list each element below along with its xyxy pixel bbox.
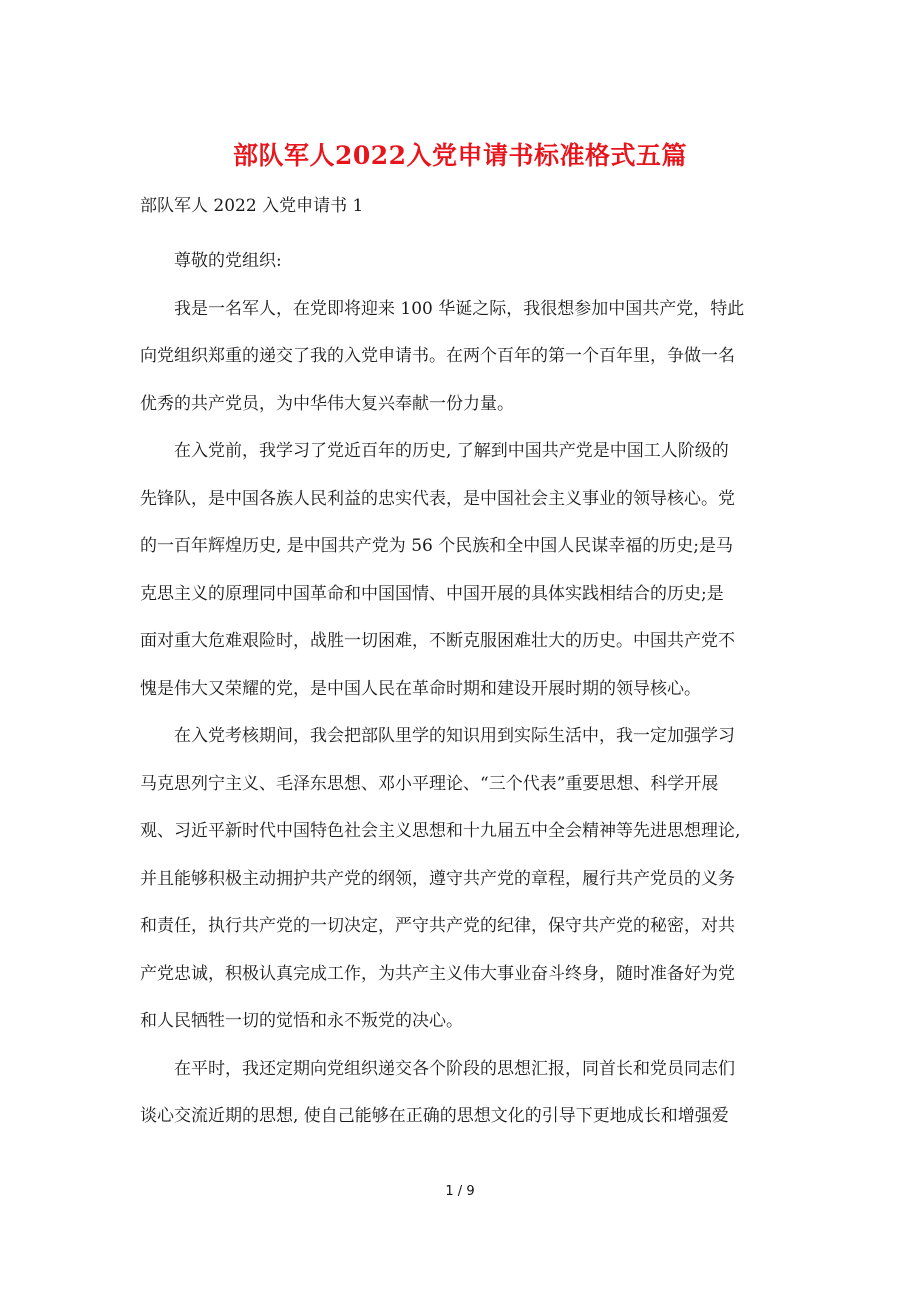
text-line: 和责任，执行共产党的一切决定，严守共产党的纪律，保守共产党的秘密，对共 <box>140 916 735 936</box>
text-line: 的一百年辉煌历史, 是中国共产党为 56 个民族和全中国人民谋幸福的历史;是马 <box>140 536 733 556</box>
text-line: 面对重大危难艰险时，战胜一切困难，不断克服困难壮大的历史。中国共产党不 <box>140 631 735 651</box>
page-number: 1 / 9 <box>445 1184 475 1199</box>
text-line: 优秀的共产党员，为中华伟大复兴奉献一份力量。 <box>140 393 514 414</box>
text-line: 产党忠诚，积极认真完成工作，为共产主义伟大事业奋斗终身，随时准备好为党 <box>140 963 735 984</box>
document-title: 部队军人2022入党申请书标准格式五篇 <box>232 141 688 170</box>
text-line: 并且能够积极主动拥护共产党的纲领，遵守共产党的章程，履行共产党员的义务 <box>140 868 735 889</box>
text-line: 和人民牺牲一切的觉悟和永不叛党的决心。 <box>140 1011 463 1031</box>
text-line: 尊敬的党组织: <box>174 251 282 271</box>
text-line: 我是一名军人，在党即将迎来 100 华诞之际，我很想参加中国共产党，特此 <box>174 298 745 319</box>
text-line: 观、习近平新时代中国特色社会主义思想和十九届五中全会精神等先进思想理论, <box>140 821 741 841</box>
section-heading: 部队军人 2022 入党申请书 1 <box>140 196 364 216</box>
text-line: 在入党考核期间，我会把部队里学的知识用到实际生活中，我一定加强学习 <box>174 726 735 746</box>
text-line: 先锋队，是中国各族人民利益的忠实代表，是中国社会主义事业的领导核心。党 <box>140 488 735 509</box>
text-line: 在平时，我还定期向党组织递交各个阶段的思想汇报，同首长和党员同志们 <box>174 1058 735 1079</box>
document-body <box>140 238 785 1141</box>
text-line: 在入党前，我学习了党近百年的历史, 了解到中国共产党是中国工人阶级的 <box>174 441 729 461</box>
text-line: 愧是伟大又荣耀的党，是中国人民在革命时期和建设开展时期的领导核心。 <box>140 678 701 699</box>
text-line: 克思主义的原理同中国革命和中国国情、中国开展的具体实践相结合的历史;是 <box>140 583 724 604</box>
body-paragraph <box>140 1046 785 1141</box>
body-paragraph <box>140 428 785 713</box>
text-line: 向党组织郑重的递交了我的入党申请书。在两个百年的第一个百年里，争做一名 <box>140 346 735 366</box>
text-line: 马克思列宁主义、毛泽东思想、邓小平理论、“三个代表”重要思想、科学开展 <box>140 773 719 794</box>
body-paragraph <box>140 286 785 429</box>
body-paragraph <box>140 713 785 1046</box>
text-line: 谈心交流近期的思想, 使自己能够在正确的思想文化的引导下更地成长和增强爱 <box>140 1106 729 1126</box>
salutation-paragraph <box>140 238 785 286</box>
